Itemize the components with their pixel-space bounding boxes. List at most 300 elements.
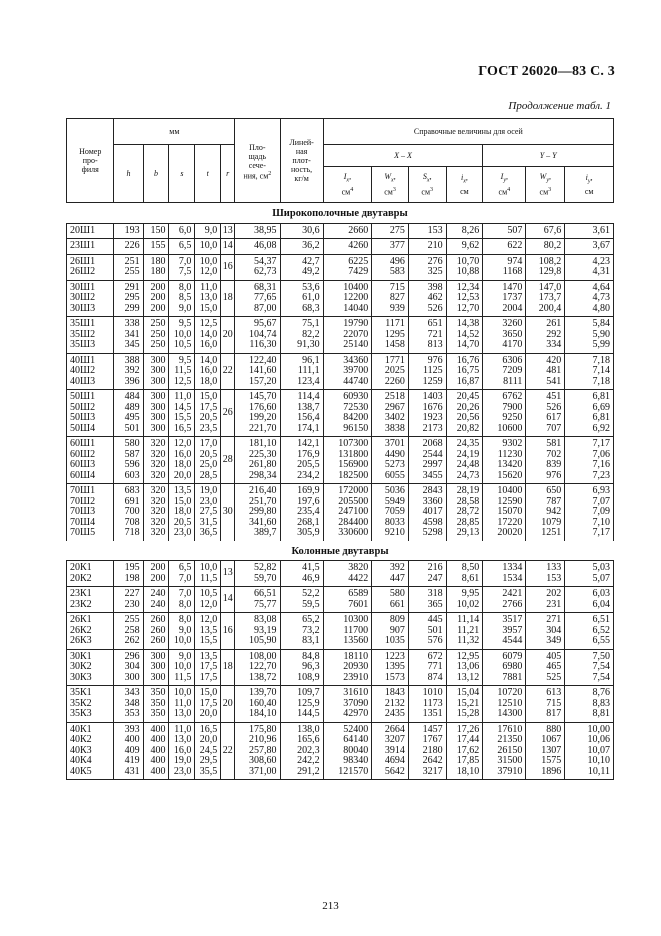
cell-value: 11,5 — [174, 365, 192, 376]
cell-lines — [410, 226, 443, 237]
cell-value: 1079 — [541, 516, 562, 528]
cell-value: 40К2 — [70, 734, 92, 745]
cell — [195, 649, 221, 686]
cell-lines — [484, 241, 522, 252]
cell-value: 226 — [124, 240, 140, 251]
cell-value: 1676 — [422, 401, 443, 413]
cell-value: 2997 — [422, 459, 443, 470]
cell-lines — [373, 257, 405, 278]
cell-lines — [170, 688, 191, 720]
cell-lines — [373, 688, 405, 720]
cell-lines — [282, 486, 320, 539]
table-row — [67, 686, 614, 723]
cell-value: 12,0 — [199, 614, 218, 625]
cell-value: 25140 — [343, 339, 369, 350]
cell-value: 6055 — [384, 469, 405, 481]
cell-lines — [325, 589, 369, 610]
cell-value: 11,0 — [174, 391, 192, 402]
col-irx-letter: i — [460, 173, 464, 183]
cell — [235, 254, 280, 280]
cell-value: 2843 — [422, 485, 443, 496]
cell-value: 16,76 — [456, 354, 480, 366]
cell-value: 400 — [150, 734, 166, 745]
cell-value: 3838 — [384, 422, 405, 434]
cell — [280, 587, 323, 613]
cell-value: 2435 — [384, 708, 405, 719]
cell-value: 169,9 — [297, 485, 320, 496]
cell-value: 10,0 — [173, 635, 192, 646]
cell-value: 2421 — [502, 588, 523, 599]
cell-value: 7429 — [348, 266, 369, 277]
cell — [372, 254, 409, 280]
cell-value: 3402 — [384, 412, 405, 423]
cell-value: 284400 — [338, 516, 369, 528]
cell-value: 349 — [546, 635, 562, 646]
cell-value: 24,48 — [456, 459, 480, 470]
cell-value: 235,4 — [297, 506, 320, 517]
cell-value: 1035 — [384, 635, 405, 646]
cell-lines — [70, 257, 112, 278]
cell-value: 111,1 — [297, 365, 320, 376]
col-wx-sub: x — [391, 177, 394, 184]
cell-lines — [196, 615, 217, 647]
cell-value: 409 — [124, 744, 140, 756]
cell-value: 300 — [150, 412, 166, 423]
cell-value: 320 — [150, 448, 166, 460]
cell-value: 202,3 — [297, 744, 320, 756]
cell — [565, 484, 614, 541]
cell-lines — [325, 688, 369, 720]
cell-lines — [236, 688, 276, 720]
cell-lines — [70, 688, 112, 720]
cell-value: 320 — [150, 506, 166, 517]
cell — [323, 722, 372, 780]
cell-value: 2025 — [384, 365, 405, 376]
cell-lines — [325, 226, 369, 237]
cell-value: 3,61 — [592, 224, 610, 236]
cell-value: 296 — [124, 650, 140, 662]
cell — [408, 686, 446, 723]
cell-lines — [170, 563, 191, 584]
cell-value: 23К1 — [70, 588, 92, 599]
cell-lines — [282, 439, 320, 481]
cell-value: 462 — [427, 292, 443, 303]
cell-value: 13,5 — [199, 650, 218, 662]
col-wy-sub: y — [546, 177, 549, 184]
col-wx-unit: $см^3$ — [384, 186, 396, 197]
cell-value: 304 — [546, 624, 562, 636]
cell-value: 20,45 — [456, 391, 480, 402]
cell — [323, 561, 372, 587]
cell-value: 20,0 — [173, 469, 192, 481]
cell-value: 299,80 — [249, 506, 277, 517]
cell-value: 24,5 — [199, 744, 218, 756]
cell-value: 83,08 — [254, 614, 277, 625]
cell-value: 13,06 — [456, 661, 480, 672]
cell-value: 44740 — [343, 375, 369, 387]
cell-lines — [70, 439, 112, 481]
cell-value: 66,51 — [254, 588, 277, 599]
cell — [483, 613, 526, 650]
cell-value: 21350 — [497, 734, 523, 745]
cell-lines — [373, 652, 405, 684]
cell-value: 16,5 — [199, 723, 218, 735]
cell-lines — [170, 356, 191, 388]
cell-lines — [282, 241, 320, 252]
cell — [143, 561, 169, 587]
cell-value: 8033 — [384, 516, 405, 528]
cell — [446, 317, 483, 354]
cell-value: 5273 — [384, 459, 405, 470]
cell — [114, 317, 143, 354]
cell-value: 15,04 — [456, 687, 480, 698]
cell-value: 23,5 — [199, 422, 218, 434]
cell — [323, 587, 372, 613]
cell-value: 318 — [427, 588, 443, 599]
cell-lines — [373, 319, 405, 351]
cell-value: 3360 — [422, 495, 443, 507]
cell-value: 175,80 — [249, 723, 277, 735]
cell-value: 583 — [389, 266, 405, 277]
cell-lines — [70, 563, 112, 584]
cell-lines — [196, 589, 217, 610]
cell — [114, 686, 143, 723]
cell-value: 262 — [124, 635, 140, 646]
cell-lines — [282, 563, 320, 584]
cell-lines — [325, 241, 369, 252]
cell-value: 12200 — [343, 292, 369, 303]
cell-value: 13,0 — [173, 708, 192, 719]
cell-lines — [448, 241, 480, 252]
col-axis-yy: Y – Y — [483, 145, 614, 167]
cell — [143, 239, 169, 255]
cell — [280, 484, 323, 541]
cell-lines — [70, 283, 112, 315]
cell — [372, 722, 409, 780]
cell — [483, 722, 526, 780]
cell-lines — [410, 392, 443, 434]
cell-lines — [566, 563, 610, 584]
cell-value: 1403 — [422, 391, 443, 402]
cell-value: 7,16 — [592, 459, 610, 470]
cell — [143, 353, 169, 390]
cell-value: 28,5 — [199, 469, 218, 481]
cell-lines — [325, 439, 369, 481]
cell-value: 721 — [427, 328, 443, 340]
cell — [408, 613, 446, 650]
cell-value: 35К2 — [70, 697, 92, 709]
cell-lines — [373, 356, 405, 388]
cell-lines — [566, 283, 610, 315]
col-ix-letter: I — [343, 172, 347, 182]
cell — [565, 223, 614, 239]
cell-lines — [145, 688, 166, 720]
cell-value: 8,81 — [592, 708, 610, 719]
cell-value: 974 — [507, 255, 523, 267]
cell-value: 20020 — [497, 527, 523, 538]
cell-lines — [282, 283, 320, 315]
cell-value: 20,0 — [199, 708, 218, 719]
cell — [483, 317, 526, 354]
cell-value: 10,11 — [587, 765, 610, 777]
profile-header-line: Номер — [79, 147, 102, 156]
cell-value: 353 — [124, 708, 140, 719]
cell-lines — [196, 439, 217, 481]
cell-value: 489 — [124, 401, 140, 413]
cell — [526, 561, 565, 587]
cell — [114, 722, 143, 780]
cell-lines — [115, 226, 139, 237]
cell-lines — [145, 241, 166, 252]
cell-value: 8,26 — [461, 224, 480, 236]
cell-value: 10,07 — [587, 744, 610, 756]
cell-value: 268,1 — [297, 516, 320, 528]
cell-lines — [527, 486, 561, 539]
cell-value: 1457 — [422, 723, 443, 735]
cell-value: 7209 — [502, 365, 523, 376]
cell-value: 10,0 — [173, 687, 192, 698]
cell — [446, 722, 483, 780]
cell-value: 1896 — [541, 765, 562, 777]
cell-lines — [196, 226, 217, 237]
cell — [446, 686, 483, 723]
cell — [235, 239, 280, 255]
cell-value: 36,5 — [199, 527, 218, 538]
cell-value: 576 — [427, 635, 443, 646]
cell-value: 13420 — [497, 459, 523, 470]
cell-value: 345 — [124, 339, 140, 350]
cell-value: 6,5 — [178, 562, 192, 573]
cell-lines — [196, 241, 217, 252]
cell-value: 13,5 — [199, 624, 218, 636]
cell — [372, 561, 409, 587]
cell-value: 6,5 — [178, 240, 192, 251]
cell-lines — [282, 356, 320, 388]
cell-value: 13,0 — [199, 292, 218, 303]
cell — [446, 437, 483, 484]
cell-value: 122,40 — [249, 354, 277, 366]
cell — [169, 390, 195, 437]
cell-lines — [373, 563, 405, 584]
cell-lines — [115, 241, 139, 252]
cell-lines — [448, 589, 480, 610]
cell-value: 67,6 — [543, 224, 562, 236]
cell — [408, 239, 446, 255]
cell-lines — [236, 283, 276, 315]
cell-value: 157,20 — [249, 375, 277, 387]
cell-value: 976 — [546, 469, 562, 481]
cell-value: 20930 — [343, 661, 369, 672]
cell-value: 15,28 — [456, 708, 480, 719]
cell-value: 30К3 — [70, 671, 92, 683]
cell-value: 3957 — [502, 624, 523, 636]
table-row — [67, 239, 614, 255]
cell-value: 46,08 — [254, 240, 277, 251]
cell-value: 24,35 — [456, 438, 480, 449]
cell-value: 596 — [124, 459, 140, 470]
cell-value: 35К3 — [70, 708, 92, 719]
cell-value: 91,30 — [297, 339, 320, 350]
cell-value: 580 — [124, 438, 140, 449]
cell — [526, 223, 565, 239]
cell — [195, 390, 221, 437]
cell — [67, 587, 114, 613]
cell-value: 5,07 — [592, 572, 610, 584]
cell-value: 817 — [546, 708, 562, 719]
cell-value: 7,18 — [592, 354, 610, 366]
cell-r: 22 — [221, 353, 235, 390]
cell — [565, 722, 614, 780]
cell-value: 291 — [124, 281, 140, 293]
cell-value: 1125 — [422, 365, 443, 376]
cell — [195, 317, 221, 354]
cell-lines — [282, 226, 320, 237]
cell — [483, 686, 526, 723]
cell — [372, 280, 409, 317]
cell-r: 18 — [221, 280, 235, 317]
cell-value: 14,0 — [199, 354, 218, 366]
cell-value: 525 — [546, 671, 562, 683]
cell-lines — [236, 356, 276, 388]
cell-lines — [282, 725, 320, 778]
cell-value: 15,0 — [199, 302, 218, 314]
cell-value: 325 — [427, 266, 443, 277]
cell-value: 291,2 — [297, 765, 320, 777]
cell-value: 6980 — [502, 661, 523, 672]
cell-value: 231 — [546, 598, 562, 610]
cell-value: 19790 — [343, 318, 369, 329]
cell — [114, 561, 143, 587]
cell-value: 257,80 — [249, 744, 277, 756]
col-iy-sub: y — [503, 177, 507, 184]
cell-lines — [566, 241, 610, 252]
cell-value: 6762 — [502, 391, 523, 402]
cell-value: 389,7 — [254, 527, 277, 538]
col-ix-unit: $см^4$ — [341, 186, 354, 197]
cell-lines — [170, 439, 191, 481]
cell-value: 205500 — [338, 495, 369, 507]
cell-lines — [170, 589, 191, 610]
cell-value: 240 — [150, 598, 166, 610]
cell-r: 18 — [221, 649, 235, 686]
cell — [280, 390, 323, 437]
cell — [408, 353, 446, 390]
cell — [114, 254, 143, 280]
cell-lines — [373, 392, 405, 434]
col-wy-letter: W — [539, 172, 547, 182]
cell-r: 16 — [221, 613, 235, 650]
cell-value: 308,60 — [249, 755, 277, 766]
cell-value: 11700 — [343, 624, 369, 636]
cell — [408, 561, 446, 587]
cell-value: 116,30 — [249, 339, 277, 350]
cell — [67, 561, 114, 587]
cell-lines — [70, 615, 112, 647]
cell-value: 70Ш1 — [70, 485, 96, 496]
cell-value: 108,9 — [297, 671, 320, 683]
cell-lines — [115, 283, 139, 315]
cell-lines — [448, 257, 480, 278]
cell-value: 603 — [124, 469, 140, 481]
cell-value: 205,5 — [297, 459, 320, 470]
cell-value: 107300 — [338, 438, 369, 449]
cell-lines — [145, 392, 166, 434]
cell-value: 1334 — [502, 562, 523, 573]
cell-value: 200 — [150, 562, 166, 573]
cell-value: 2660 — [348, 224, 369, 236]
cell-r: 20 — [221, 317, 235, 354]
cell-lines — [448, 283, 480, 315]
cell-value: 393 — [124, 723, 140, 735]
cell-value: 260 — [150, 614, 166, 625]
section-title: Широкополочные двутавры — [272, 208, 408, 219]
cell-value: 320 — [150, 459, 166, 470]
cell-r: 20 — [221, 686, 235, 723]
cell-value: 7,14 — [592, 365, 610, 376]
cell-value: 60930 — [343, 391, 369, 402]
col-ix-sub: x — [346, 177, 350, 184]
cell-value: 622 — [507, 240, 523, 251]
cell — [372, 686, 409, 723]
cell-value: 300 — [150, 422, 166, 434]
cell-value: 1351 — [422, 708, 443, 719]
cell-value: 15,0 — [199, 687, 218, 698]
cell — [235, 686, 280, 723]
cell-lines — [448, 615, 480, 647]
cell-lines — [282, 688, 320, 720]
cell-value: 338 — [124, 318, 140, 329]
cell — [408, 280, 446, 317]
cell — [408, 317, 446, 354]
cell — [67, 649, 114, 686]
cell-value: 451 — [546, 391, 562, 402]
cell-lines — [448, 725, 480, 778]
cell-value: 9,5 — [178, 354, 192, 366]
col-h: h — [114, 145, 143, 203]
cell — [526, 390, 565, 437]
cell-value: 16,5 — [173, 422, 192, 434]
cell-lines — [566, 615, 610, 647]
cell-value: 672 — [427, 650, 443, 662]
section-title: Колонные двутавры — [291, 545, 389, 557]
cell-value: 14,52 — [456, 328, 480, 340]
cell — [169, 239, 195, 255]
cell-value: 10,0 — [199, 240, 218, 251]
cell — [195, 280, 221, 317]
cell-value: 400 — [124, 734, 140, 745]
cell-value: 2180 — [422, 744, 443, 756]
cell-value: 150 — [150, 224, 166, 236]
cell-lines — [566, 319, 610, 351]
cell-value: 12,5 — [199, 318, 218, 329]
cell-value: 10,70 — [456, 255, 480, 267]
cell — [565, 561, 614, 587]
cell — [67, 722, 114, 780]
cell-value: 40К3 — [70, 744, 92, 756]
cell — [67, 239, 114, 255]
cell-value: 320 — [150, 495, 166, 507]
cell — [408, 649, 446, 686]
cell-lines — [410, 257, 443, 278]
cell-r: 28 — [221, 437, 235, 484]
cell-lines — [410, 486, 443, 539]
cell-lines — [325, 486, 369, 539]
cell-value: 17220 — [497, 516, 523, 528]
col-irx-sub: x — [463, 178, 466, 185]
cell-lines — [448, 563, 480, 584]
cell-value: 40Ш1 — [70, 354, 96, 366]
cell — [280, 353, 323, 390]
